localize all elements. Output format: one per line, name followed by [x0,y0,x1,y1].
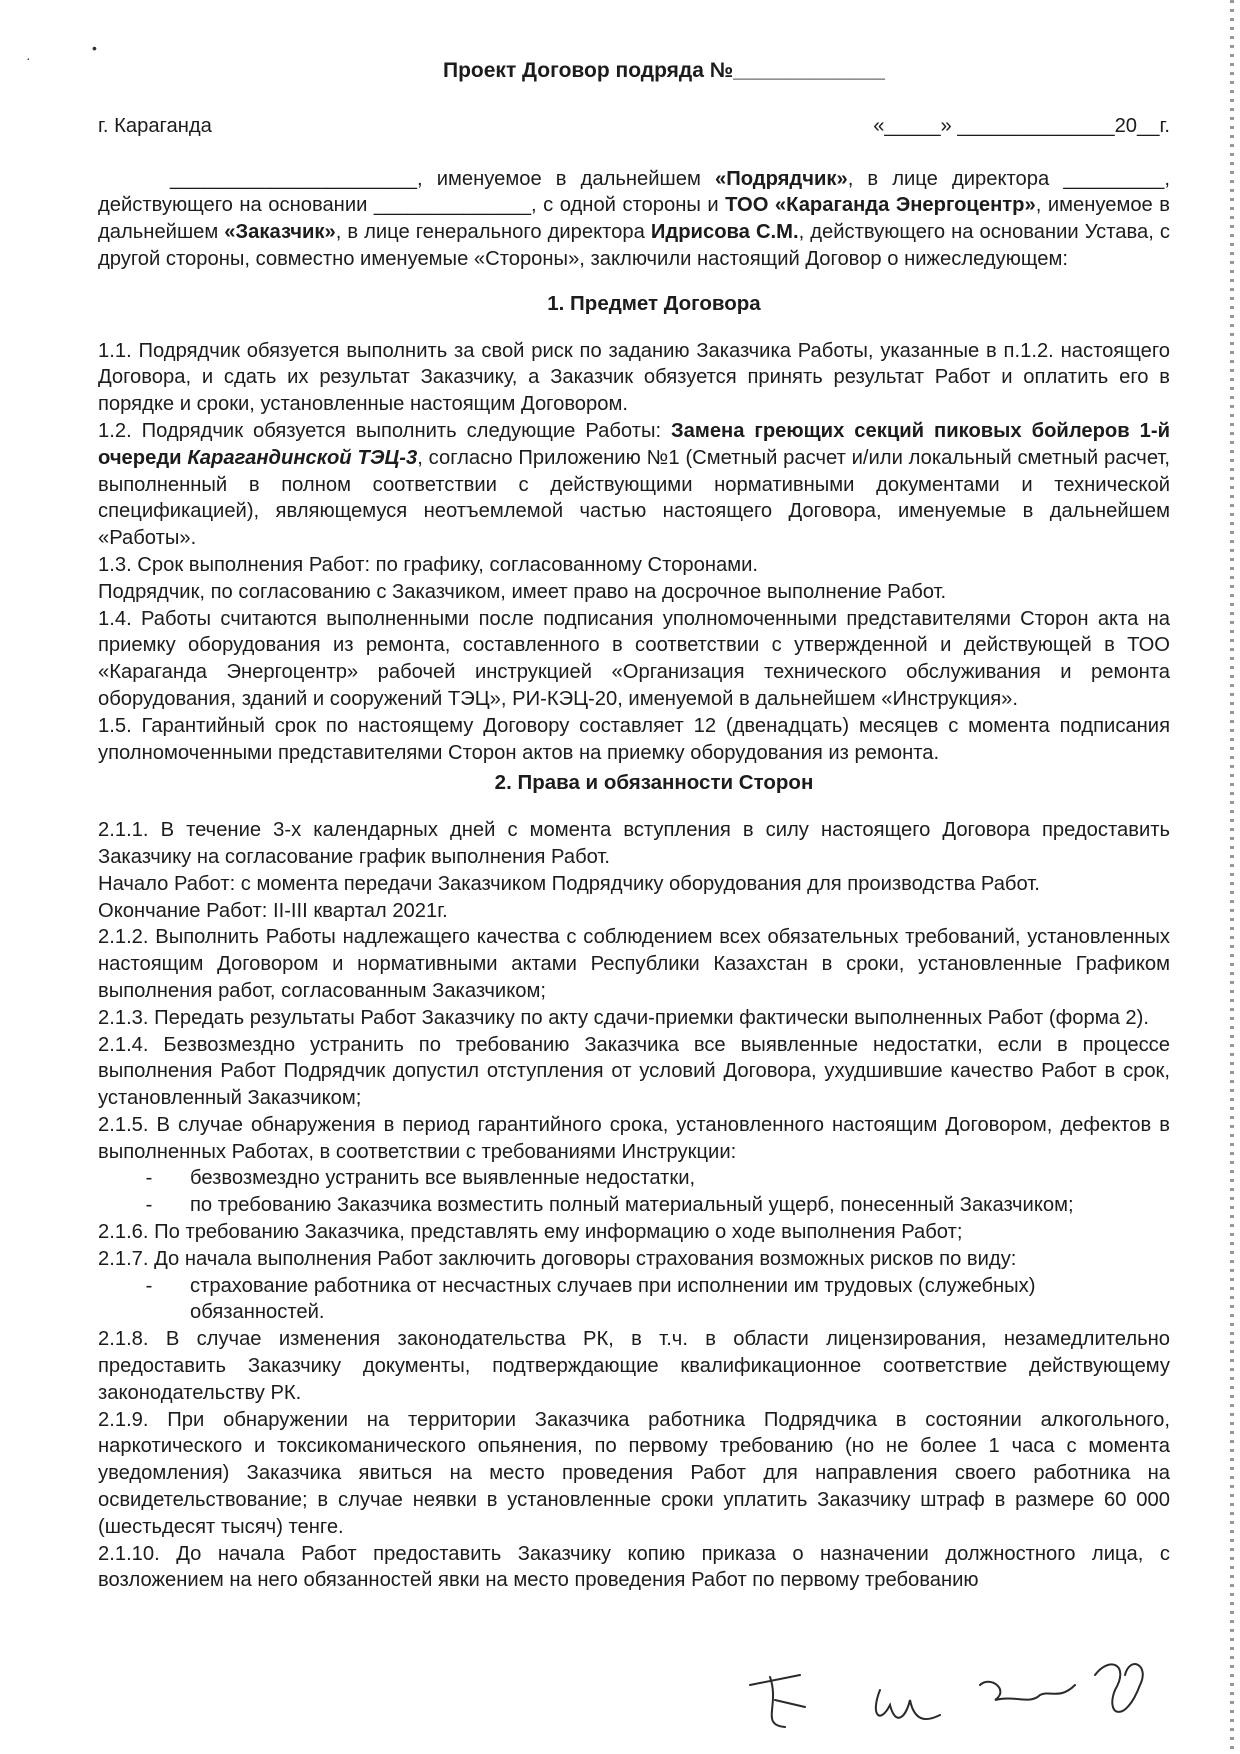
company-name: ТОО «Караганда Энергоцентр» [725,194,1036,217]
clause-2-1-3: 2.1.3. Передать результаты Работ Заказчику по акту сдачи-приемки фактически выполненных Работ (форма 2). [98,1006,1149,1029]
clause-2-1-9: 2.1.9. При обнаружении на территории Заказчика работника Подрядчика в состоянии алкогольного, наркотического и токсикоманического опьянения, по первому требованию (но не более 1 часа с момента уведомления) Заказчика явиться на место проведения Работ для направления своего работника на освидетельствование; в случае неявки в установленные сроки уплатить Заказчику штраф в размере 60 000 (шестьдесят тысяч) тенге. [98,1408,1170,1538]
document-title: Проект Договор подряда №_____________ [443,59,885,82]
clause-2-1-5: 2.1.5. В случае обнаружения в период гарантийного срока, установленного настоящим Договором, дефектов в выполненных Работах, в соответствии с требованиями Инструкции: [98,1113,1170,1163]
clause-2-1-4: 2.1.4. Безвозмездно устранить по требованию Заказчика все выявленные недостатки, если в процессе выполнения Работ Подрядчик допустил отступления от условий Договора, ухудшившие качество Работ в срок, установленный Заказчиком; [98,1033,1170,1110]
clause-2-1-8: 2.1.8. В случае изменения законодательства РК, в т.ч. в области лицензирования, незамедлительно предоставить Заказчику документы, подтверждающие квалификационное соответствие действующему законодательству РК. [98,1328,1170,1404]
clause-1-5: 1.5. Гарантийный срок по настоящему Договору составляет 12 (двенадцать) месяцев с момента подписания уполномоченными представителями Сторон актов на приемку оборудования из ремонта. [98,714,1170,764]
customer-term: «Заказчик» [224,221,336,244]
signature-1 [750,1675,805,1727]
director-name: Идрисова С.М. [650,221,799,244]
scan-speck: · [26,50,31,66]
list-item: - безвозмездно устранить все выявленные недостатки, [145,1167,696,1190]
handwritten-signatures [730,1645,1170,1745]
city: г. Караганда [98,114,212,137]
document-body [98,58,1170,1594]
clause-1-2: 1.2. Подрядчик обязуется выполнить следующие Работы: Замена греющих секций пиковых бойлеров 1-й очереди Карагандинской ТЭЦ-3, согласно Приложению №1 (Сметный расчет и/или локальный сметный расчет, выполненный в полном соответствии с действующими нормативными документами и технической спецификацией), являющемуся неотъемлемой частью настоящего Договора, именуемые в дальнейшем «Работы». [98,419,1171,550]
scan-speck: • [92,40,97,56]
contractor-term: «Подрядчик» [714,167,848,190]
scan-edge [1230,0,1234,1754]
clause-2-1-1: 2.1.1. В течение 3-х календарных дней с момента вступления в силу настоящего Договора предоставить Заказчику на согласование график выполнения Работ. [98,819,1170,868]
contract-date: «_____» ______________20__г. [873,114,1170,137]
list-item: - по требованию Заказчика возместить полный материальный ущерб, понесенный Заказчиком; [145,1194,1074,1217]
clause-1-3-note: Подрядчик, по согласованию с Заказчиком, имеет право на досрочное выполнение Работ. [98,580,947,603]
clause-1-4: 1.4. Работы считаются выполненными после подписания уполномоченными представителями Сторон акта на приемку оборудования из ремонта, составленного в соответствии с утвержденной и действующей в ТОО «Караганда Энергоцентр» рабочей инструкцией «Организация технического обслуживания и ремонта оборудования, зданий и сооружений ТЭЦ», РИ-КЭЦ-20, именуемой в дальнейшем «Инструкция». [98,607,1170,710]
signature-2 [876,1690,940,1719]
parties-paragraph: ______________________, именуемое в дальнейшем «Подрядчик», в лице директора _________, действующего на основании ______________, с одной стороны и ТОО «Караганда Энергоцентр», именуемое в дальнейшем «Заказчик», в лице генерального директора Идрисова С.М., действующего на основании Устава, с другой стороны, совместно именуемые «Стороны», заключили настоящий Договор о нижеследующем: [98,167,1170,270]
clause-2-1-2: 2.1.2. Выполнить Работы надлежащего качества с соблюдением всех обязательных требований, установленных настоящим Договором и нормативными актами Республики Казахстан в сроки, установленные Графиком выполнения работ, согласованным Заказчиком; [98,926,1170,1002]
section-heading: 1. Предмет Договора [547,291,761,315]
section-heading: 2. Права и обязанности Сторон [494,771,814,795]
works-start: Начало Работ: с момента передачи Заказчиком Подрядчику оборудования для производства Работ. [98,872,1040,895]
clause-2-1-7: 2.1.7. До начала выполнения Работ заключить договоры страхования возможных рисков по виду: [98,1247,1017,1270]
list-item: - страхование работника от несчастных случаев при исполнении им трудовых (служебных) обязанностей. [145,1274,1036,1324]
signature-4 [1095,1664,1143,1712]
signature-3 [980,1682,1075,1700]
clause-2-1-6: 2.1.6. По требованию Заказчика, представлять ему информацию о ходе выполнения Работ; [98,1221,963,1244]
clause-1-3: 1.3. Срок выполнения Работ: по графику, согласованному Сторонами. [98,553,758,576]
clause-2-1-10: 2.1.10. До начала Работ предоставить Заказчику копию приказа о назначении должностного лица, с возложением на него обязанностей явки на место проведения Работ по первому требованию [98,1542,1170,1592]
clause-1-1: 1.1. Подрядчик обязуется выполнить за свой риск по заданию Заказчика Работы, указанные в п.1.2. настоящего Договора, и сдать их результат Заказчику, а Заказчик обязуется принять результат Работ и оплатить его в порядке и сроки, установленные настоящим Договором. [98,339,1170,416]
works-end: Окончание Работ: II-III квартал 2021г. [98,899,448,922]
place-date-line [98,113,1170,140]
